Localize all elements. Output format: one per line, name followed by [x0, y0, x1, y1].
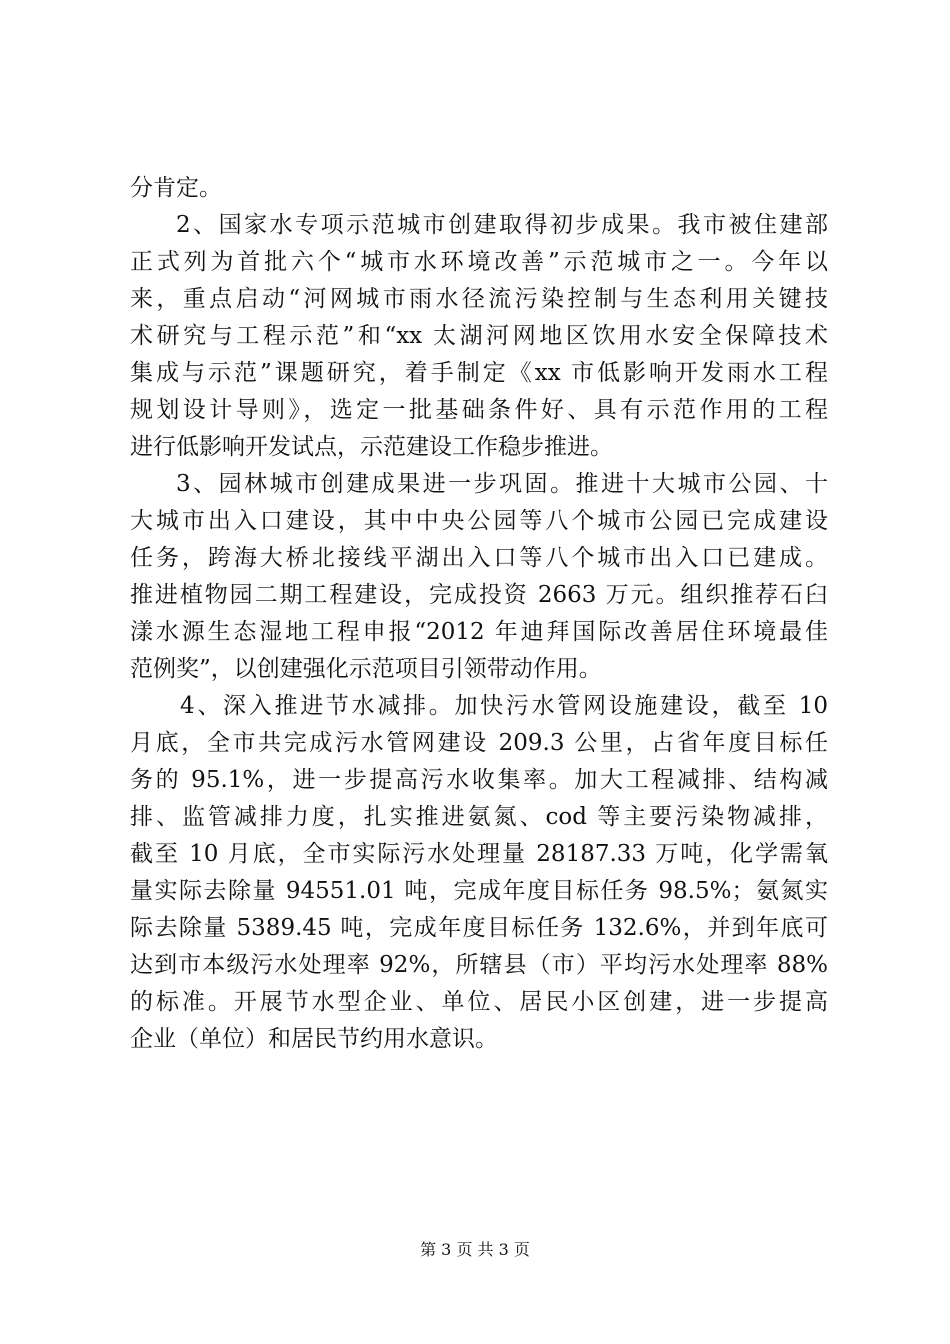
text-line: 集成与示范”课题研究，着手制定《xx 市低影响开发雨水工程 [130, 360, 828, 386]
text-line: 任务，跨海大桥北接线平湖出入口等八个城市出入口已建成。 [130, 545, 828, 571]
text-line: 量实际去除量 94551.01 吨，完成年度目标任务 98.5%；氨氮实 [130, 878, 828, 904]
page-number-footer: 第 3 页 共 3 页 [420, 1240, 530, 1259]
text-line: 际去除量 5389.45 吨，完成年度目标任务 132.6%，并到年底可 [130, 915, 828, 941]
text-line: 进行低影响开发试点，示范建设工作稳步推进。 [130, 434, 613, 460]
text-line: 月底，全市共完成污水管网建设 209.3 公里，占省年度目标任 [130, 730, 828, 756]
text-line: 漾水源生态湿地工程申报“2012 年迪拜国际改善居住环境最佳 [130, 619, 828, 645]
text-line: 3、园林城市创建成果进一步巩固。推进十大城市公园、十 [176, 471, 828, 497]
text-line: 范例奖”，以创建强化示范项目引领带动作用。 [130, 656, 602, 682]
text-line: 分肯定。 [130, 175, 222, 201]
text-line: 排、监管减排力度，扎实推进氨氮、cod 等主要污染物减排， [130, 804, 828, 830]
text-line: 的标准。开展节水型企业、单位、居民小区创建，进一步提高 [130, 989, 828, 1015]
text-line: 截至 10 月底，全市实际污水处理量 28187.33 万吨，化学需氧 [130, 841, 828, 867]
text-line: 来，重点启动“河网城市雨水径流污染控制与生态利用关键技 [130, 286, 828, 312]
text-line: 大城市出入口建设，其中中央公园等八个城市公园已完成建设 [130, 508, 828, 534]
text-line: 正式列为首批六个“城市水环境改善”示范城市之一。今年以 [130, 249, 828, 275]
body-text [130, 170, 828, 1058]
text-line: 达到市本级污水处理率 92%，所辖县（市）平均污水处理率 88% [130, 952, 828, 978]
text-line: 务的 95.1%，进一步提高污水收集率。加大工程减排、结构减 [130, 767, 828, 793]
text-line: 企业（单位）和居民节约用水意识。 [130, 1026, 498, 1052]
text-line: 规划设计导则》，选定一批基础条件好、具有示范作用的工程 [130, 397, 828, 423]
text-line: 2、国家水专项示范城市创建取得初步成果。我市被住建部 [176, 212, 828, 238]
text-line: 4、深入推进节水减排。加快污水管网设施建设，截至 10 [180, 693, 828, 719]
text-line: 术研究与工程示范”和“xx 太湖河网地区饮用水安全保障技术 [130, 323, 828, 349]
text-line: 推进植物园二期工程建设，完成投资 2663 万元。组织推荐石臼 [130, 582, 828, 608]
